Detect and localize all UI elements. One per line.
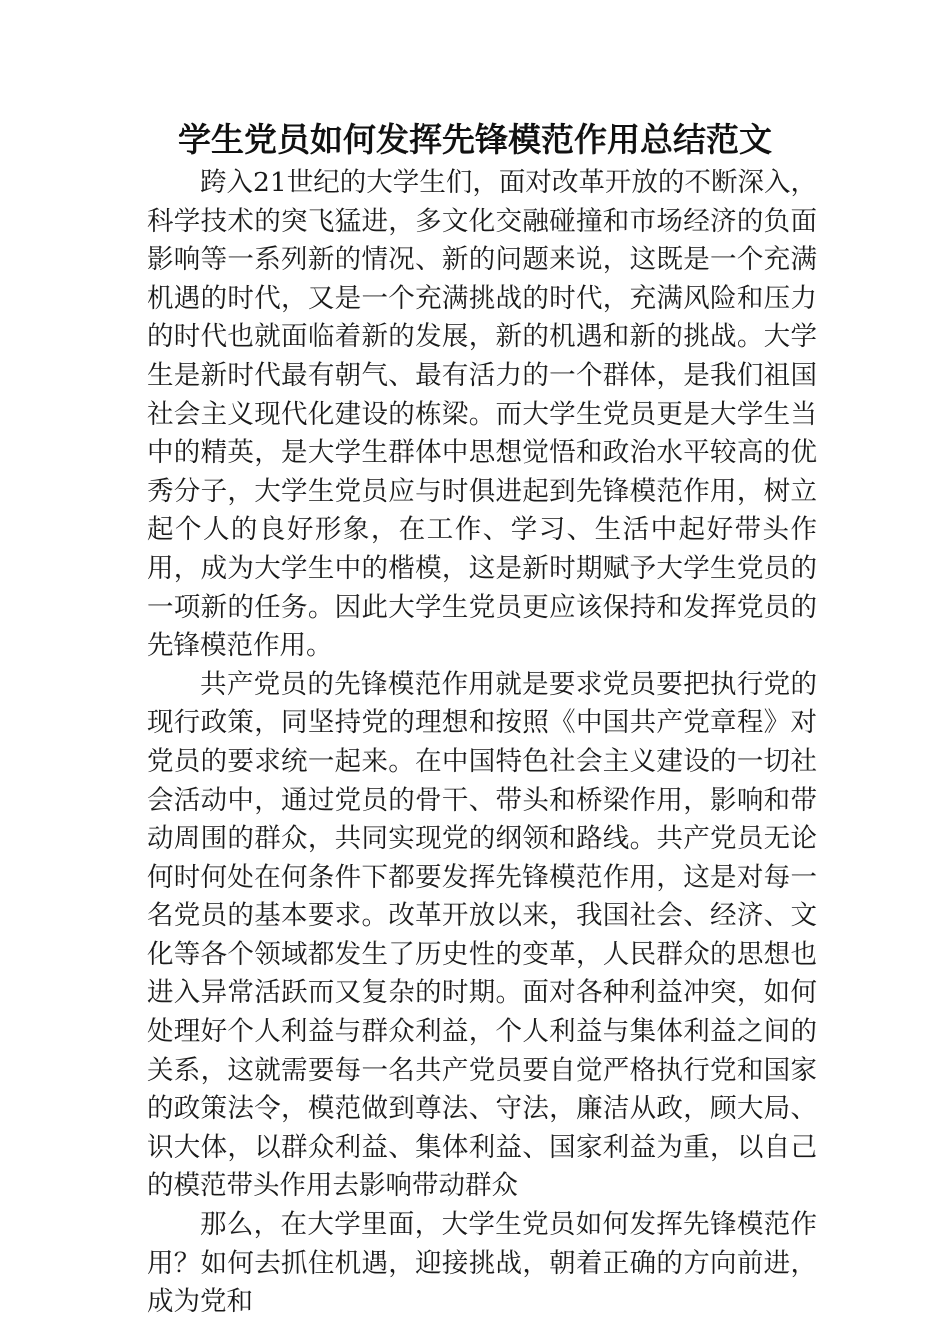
document-title: 学生党员如何发挥先锋模范作用总结范文 [178,120,772,159]
paragraph-3: 那么，在大学里面，大学生党员如何发挥先锋模范作用？如何去抓住机遇，迎接挑战，朝着正确的方向前进，成为党和 [147,1209,817,1318]
paragraph-2: 共产党员的先锋模范作用就是要求党员要把执行党的现行政策，同坚持党的理想和按照《中国共产党章程》对党员的要求统一起来。在中国特色社会主义建设的一切社会活动中，通过党员的骨干、带头和桥梁作用，影响和带动周围的群众，共同实现党的纲领和路线。共产党员无论何时何处在何条件下都要发挥先锋模范作用，这是对每一名党员的基本要求。改革开放以来，我国社会、经济、文化等各个领域都发生了历史性的变革，人民群众的思想也进入异常活跃而又复杂的时期。面对各种利益冲突，如何处理好个人利益与群众利益，个人利益与集体利益之间的关系，这就需要每一名共产党员要自觉严格执行党和国家的政策法令，模范做到尊法、守法，廉洁从政，顾大局、识大体，以群众利益、集体利益、国家利益为重，以自己的模范带头作用去影响带动群众 [147,668,817,1202]
document-body [147,164,817,1322]
paragraph-1: 跨入21世纪的大学生们，面对改革开放的不断深入，科学技术的突飞猛进，多文化交融碰撞和市场经济的负面影响等一系列新的情况、新的问题来说，这既是一个充满机遇的时代，又是一个充满挑战的时代，充满风险和压力的时代也就面临着新的发展，新的机遇和新的挑战。大学生是新时代最有朝气、最有活力的一个群体，是我们祖国社会主义现代化建设的栋梁。而大学生党员更是大学生当中的精英，是大学生群体中思想觉悟和政治水平较高的优秀分子，大学生党员应与时俱进起到先锋模范作用，树立起个人的良好形象，在工作、学习、生活中起好带头作用，成为大学生中的楷模，这是新时期赋予大学生党员的一项新的任务。因此大学生党员更应该保持和发挥党员的先锋模范作用。 [147,167,817,662]
